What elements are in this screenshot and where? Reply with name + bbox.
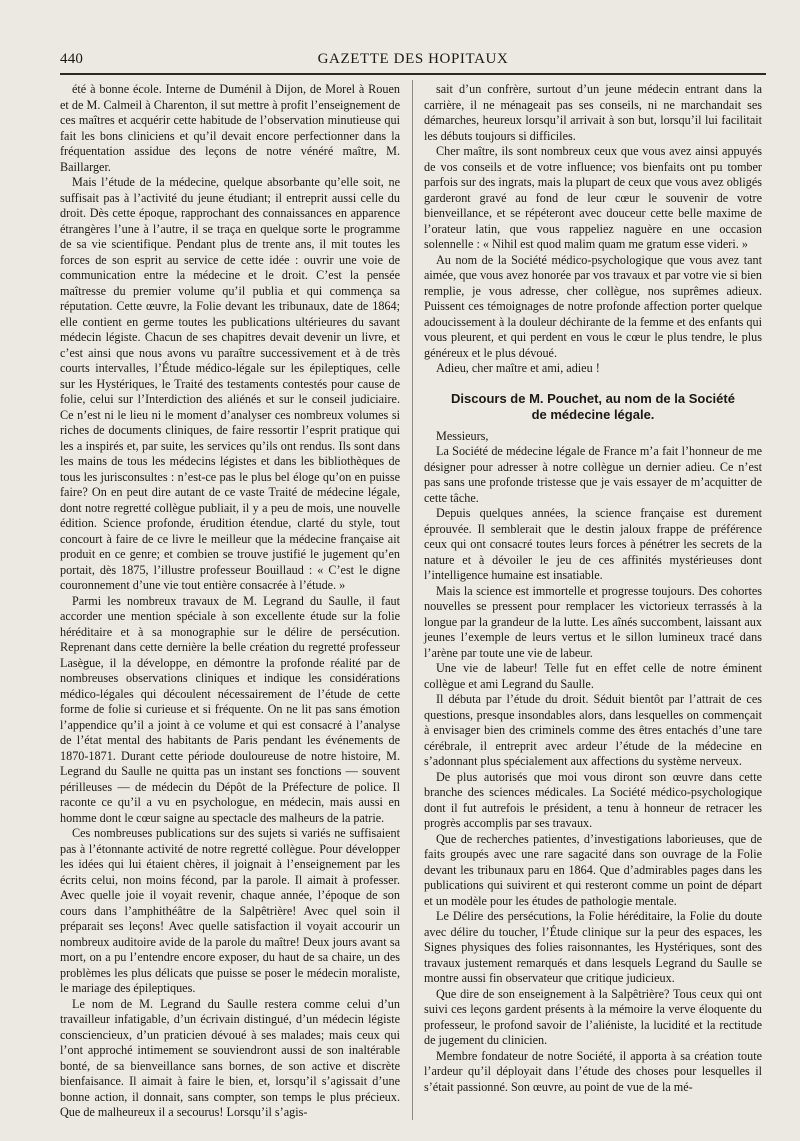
paragraph: Ces nombreuses publications sur des sujets si variés ne suffisaient pas à l’étonnante activité de notre regretté collègue. Pour développer les idées qui lui étaient chères, il joignait à l’enseignement par les écrits celui, non moins fécond, par la parole. Il aimait à professer. Avec quelle joie il voyait revenir, chaque année, l’époque de son cours dans l’amphithéâtre de la Salpêtrière! Avec quel soin il préparait ses leçons! Avec quelle satisfaction il voyait accourir un nombreux auditoire avide de la parole du maître! Deux jours avant sa mort, on a pu l’entendre encore exposer, du haut de sa chaire, un des problèmes les plus délicats que puisse se poser le médecin moraliste, le mariage des épileptiques. <box>60 826 400 995</box>
paragraph: été à bonne école. Interne de Duménil à Dijon, de Morel à Rouen et de M. Calmeil à Charenton, il sut mettre à profit l’enseignement de ces maîtres et acquérir cette habitude de l’observation minutieuse qui fait les bons cliniciens et qu’il devait encore perfectionner dans la fréquentation assidue des leçons de notre vénéré maître, M. Baillarger. <box>60 82 400 174</box>
salutation: Messieurs, <box>436 428 489 443</box>
paragraph: Mais la science est immortelle et progresse toujours. Des cohortes nouvelles se pressent pour remplacer les victorieux terrassés à la longue par la grandeur de la lutte. Les aînés succombent, laissant aux jeunes l’exemple de leurs vertus et le sillon lumineux tracé dans l’arène par toute une vie de labeur. <box>424 583 762 660</box>
paragraph: sait d’un confrère, surtout d’un jeune médecin entrant dans la carrière, il ne ménageait pas ses conseils, ni ne marchandait ses démarches, heureux lorsqu’il arrivait à son but, lorsqu’il lui facilitait les débuts toujours si difficiles. <box>424 82 762 143</box>
left-column <box>60 82 400 1121</box>
right-column <box>424 82 762 1095</box>
paragraph: Que dire de son enseignement à la Salpêtrière? Tous ceux qui ont suivi ces leçons gardent présents à la mémoire la verve éloquente du professeur, le profond savoir de l’aliéniste, la lucidité et la rectitude de jugement du clinicien. <box>424 986 762 1047</box>
paragraph: La Société de médecine légale de France m’a fait l’honneur de me désigner pour adresser à notre collègue un dernier adieu. Ce n’est pas sans une profonde tristesse que je vais essayer de m’acquitter de cette tâche. <box>424 444 762 505</box>
paragraph: Le nom de M. Legrand du Saulle restera comme celui d’un travailleur infatigable, d’un écrivain distingué, d’un médecin légiste consciencieux, d’un praticien dévoué à ses malades; mais ceux qui l’ont approché intimement se souviendront aussi de son inaltérable bonté, de sa bienveillance sans bornes, de son active et discrète bienfaisance. Il aimait à faire le bien, et, lorsqu’il s’agissait d’une bonne action, il donnait, sans compter, son temps le plus précieux. Que de malheureux il a secourus! Lorsqu’il s’agis- <box>60 996 400 1119</box>
paragraph: Le Délire des persécutions, la Folie héréditaire, la Folie du doute avec délire du toucher, l’Étude clinique sur la peur des espaces, les Signes physiques des folies raisonnantes, les Hystériques, sont des travaux justement remarqués et dans lesquels Legrand du Saulle se montre aussi fin observateur que critique judicieux. <box>424 909 762 985</box>
page-number: 440 <box>60 51 84 67</box>
paragraph: Parmi les nombreux travaux de M. Legrand du Saulle, il faut accorder une mention spéciale à son excellente étude sur la folie héréditaire et à sa monographie sur le délire de persécution. Reprenant dans cette dernière la belle création du regretté professeur Lasègue, il la développe, en démontre la profonde réalité par de nombreuses observations cliniques et indique les considérations médico-légales qui découlent nécessairement de l’étude de cette forme de folie si curieuse et si fréquente. On ne lit pas sans émotion l’appendice qu’il a joint à ce volume et qui est consacré à l’analyse de l’état mental des habitants de Paris pendant les événements de 1870-1871. Durant cette période douloureuse de notre histoire, M. Legrand du Saulle ne quitta pas un instant ses fonctions — souvent périlleuses — de médecin du Dépôt de la Préfecture de police. Il raconte ce qu’il a vu en psychologue, en médecin, mais aussi en homme dont le cœur saigne au spectacle des malheurs de la patrie. <box>60 593 400 825</box>
paragraph: Adieu, cher maître et ami, adieu ! <box>436 361 600 375</box>
running-title: GAZETTE DES HOPITAUX <box>317 51 509 67</box>
section-title-line: Discours de M. Pouchet, au nom de la Société <box>451 390 735 406</box>
paragraph: Cher maître, ils sont nombreux ceux que vous avez ainsi appuyés de vos conseils et de votre influence; vos bienfaits ont pu tomber parfois sur des ingrats, mais la plupart de ceux que vous avez obligés garderont gravé au fond de leur cœur le souvenir de votre bienveillance, et se répéteront avec douceur cette belle maxime de l’orateur latin, que vous rappeliez naguère en une occasion solennelle : « Nihil est quod malim quam me gratum esse videri. » <box>424 144 762 251</box>
paragraph: Depuis quelques années, la science française est durement éprouvée. Il semblerait que le destin jaloux frappe de préférence ceux qui ont consacré toutes leurs forces à pénétrer les secrets de la nature et à dévoiler le jeu de ces affinités mystérieuses dont l’intelligence humaine est insatiable. <box>424 506 762 582</box>
section-title <box>424 391 762 423</box>
paragraph: Au nom de la Société médico-psychologique que vous avez tant aimée, que vous avez honorée par vos travaux et par votre vie si bien remplie, je vous adresse, cher collègue, nos suprêmes adieux. Puissent ces témoignages de notre profonde affection porter quelque adoucissement à la douleur déchirante de la femme et des enfants qui vous pleurent, et qui perdent en vous le cœur le plus tendre, le plus généreux et le plus dévoué. <box>424 252 762 360</box>
paragraph: Il débuta par l’étude du droit. Séduit bientôt par l’attrait de ces questions, presque insondables alors, dans lesquelles on commençait à envisager bien des criminels comme des êtres entachés d’une tare cérébrale, il entreprit avec ardeur l’étude de la médecine en s’adonnant plus spécialement aux affections du système nerveux. <box>424 692 762 768</box>
column-divider <box>412 80 413 1120</box>
paragraph: Que de recherches patientes, d’investigations laborieuses, que de faits groupés avec une rare sagacité dans son ouvrage de la Folie devant les tribunaux paru en 1864. Que d’admirables pages dans les publications qui suivirent et qui resteront comme un point de départ et un modèle pour les études de pathologie mentale. <box>424 831 762 908</box>
section-title-line: de médecine légale. <box>531 406 655 422</box>
paragraph: Membre fondateur de notre Société, il apporta à sa création toute l’ardeur qu’il déployait dans l’étude des choses pour lesquelles il s’était passionné. Son œuvre, au point de vue de la mé- <box>424 1048 762 1094</box>
paragraph: Mais l’étude de la médecine, quelque absorbante qu’elle soit, ne suffisait pas à l’activité du jeune étudiant; il entreprit aussi celle du droit. Dès cette époque, rapprochant des connaissances en apparence étrangères l’une à l’autre, il se traça en quelque sorte le programme de sa vie scientifique. Pendant plus de trente ans, il mit toutes les forces de son esprit au service de cette idée : ouvrir une voie de communication entre la médecine et le droit. C’est la pensée maîtresse du premier volume qu’il publia et qui commença sa réputation. Cette œuvre, la Folie devant les tribunaux, date de 1864; elle contient en germe toutes les publications ultérieures du savant médecin légiste. Chacun de ses chapitres devait devenir un livre, et c’est ainsi que nous avons vu paraître successivement et à de très courts intervalles, l’Étude médico-légale sur les épileptiques, celle sur les Hystériques, le Traité des testaments contestés pour cause de folie, celui sur l’Interdiction des aliénés et sur le conseil judiciaire. Ce n’est ni le lieu ni le moment d’analyser ces nombreux volumes si riches de documents cliniques, de faire ressortir l’esprit pratique qui les a inspirés et, par suite, les services qu’ils ont rendus. Ils sont dans les mains de tous les médecins légistes et dans les bibliothèques de tous les jurisconsultes : n’est-ce pas le plus bel éloge qu’on en puisse faire? On en peut dire autant de ce vaste Traité de médecine légale, dont notre regretté collègue publiait, il y a peu de mois, une nouvelle édition. Science profonde, érudition étendue, clarté du style, tout concourt à faire de ce livre le meilleur que la médecine française ait produit en ce genre; et combien se trouve justifié le jugement qu’en portait, dès 1875, l’illustre professeur Bouillaud : « C’est le digne couronnement d’une vie tout entière consacrée à l’étude. » <box>60 175 400 592</box>
paragraph: De plus autorisés que moi vous diront son œuvre dans cette branche des sciences médicales. La Société médico-psychologique dont il fut autrefois le président, a tenu à honneur de retracer les progrès accomplis par ses travaux. <box>424 769 762 830</box>
paragraph: Une vie de labeur! Telle fut en effet celle de notre éminent collègue et ami Legrand du Saulle. <box>424 661 762 691</box>
page-header <box>60 49 766 75</box>
